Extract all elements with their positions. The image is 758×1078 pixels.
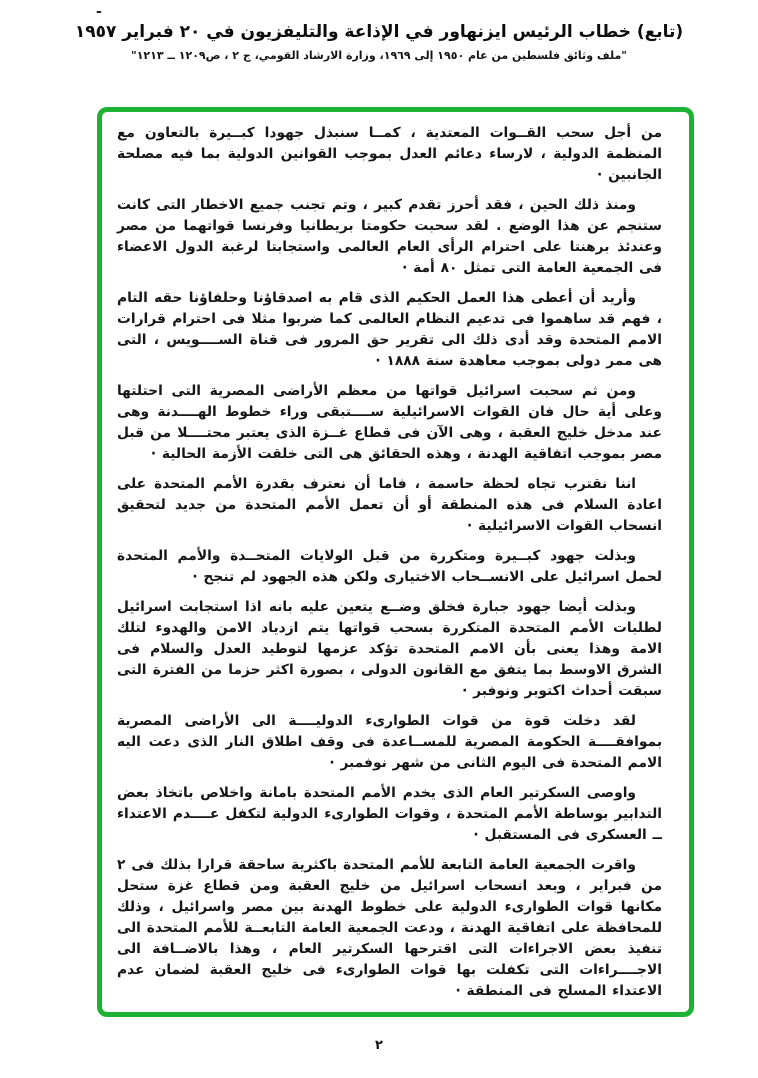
paragraph: اننا نقترب تجاه لحظة حاسمة ، فاما أن نعترف بقدرة الأمم المتحدة على اعادة السلام فى هذه المنطقة أو أن تعمل الأمم المتحدة من جديد لتحقيق انسحاب القوات الاسرائيلية ·: [117, 476, 662, 534]
paragraph: واوصى السكرتير العام الذى يخدم الأمم المتحدة بامانة واخلاص باتخاذ بعض التدابير بوساطة الأمم المتحدة ، وقوات الطوارىء الدولية لتكفل عــــدم الاعتداء ــ العسكرى فى المستقبل ·: [117, 785, 662, 843]
paragraph: ومنذ ذلك الحين ، فقد أحرز تقدم كبير ، وتم تجنب جميع الاخطار التى كانت ستنجم عن هذا الوضع . لقد سحبت حكومتا بريطانيا وفرنسا قواتهما من مصر وعندئذ برهنتا على احترام الرأى العام العالمى واستجابتا لرغبة الدول الاعضاء فى الجمعية العامة التى تمثل ٨٠ أمة ·: [117, 197, 662, 276]
paragraph: ومن ثم سحبت اسرائيل قواتها من معظم الأراضى المصرية التى احتلتها وعلى أية حال فان القوات الاسرائيلية ســــتبقى وراء خطوط الهــــدنة وهى عند مدخل خليج العقبة ، وهى الآن فى قطاع غــزة الذى يعتبر محتــــلا من قبل مصر بموجب اتفاقية الهدنة ، وهذه الحقائق هى التى خلقت الأزمة الحالية ·: [117, 383, 662, 462]
paragraph: وبذلت جهود كبــيرة ومتكررة من قبل الولايات المتحــدة والأمم المتحدة لحمل اسرائيل على الانســحاب الاختيارى ولكن هذه الجهود لم تنجح ·: [117, 548, 662, 585]
paragraph: وبذلت أيضا جهود جبارة فخلق وضــع يتعين عليه بانه اذا استجابت اسرائيل لطلبات الأمم المتحدة المتكررة بسحب قواتها يتم ازدياد الامن والهدوء لتلك الامة وهذا يعنى بأن الامم المتحدة تؤكد عزمها لتوطيد العدل والسلام فى الشرق الاوسط بما يتفق مع القانون الدولى ، بصورة اكثر حزما من الفترة التى سبقت أحداث اكتوبر ونوفبر ·: [117, 599, 662, 699]
document-header: [0, 22, 758, 62]
paragraph: لقد دخلت قوة من قوات الطوارىء الدوليــــة الى الأراضى المصرية بموافقــــة الحكومة المصرية للمســاعدة فى وقف اطلاق النار الذى دعت اليه الامم المتحدة فى اليوم الثانى من شهر نوفمبر ·: [117, 713, 662, 771]
page-number: ٢: [375, 1038, 383, 1053]
scan-corner-mark: -: [96, 4, 102, 20]
paragraph: من أجل سحب القــوات المعتدية ، كمــا سنبذل جهودا كبــيرة بالتعاون مع المنظمة الدولية ، لارساء دعائم العدل بموجب القوانين الدولية بما فيه مصلحة الجانبين ·: [117, 125, 662, 183]
paragraph: وأريد أن أعطى هذا العمل الحكيم الذى قام به اصدقاؤنا وحلفاؤنا حقه التام ، فهم قد ساهموا فى تدعيم النظام العالمى كما ضربوا مثلا فى احترام قرارات الامم المتحدة وقد أدى ذلك الى تقرير حق المرور فى قناة الســــويس ، التى هى ممر دولى بموجب معاهدة سنة ١٨٨٨ ·: [117, 290, 662, 369]
document-body: [102, 112, 689, 1012]
paragraph: واقرت الجمعية العامة التابعة للأمم المتحدة باكثرية ساحقة قرارا بذلك فى ٢ من فبراير ، وبعد انسحاب اسرائيل من خليج العقبة ومن قطاع غزة ستحل مكانها قوات الطوارىء الدولية على خطوط الهدنة بين مصر واسرائيل ، وذلك للمحافظة على اتفاقية الهدنة ، ودعت الجمعية العامة التابعــة للأمم المتحدة الى تنفيذ بعض الاجراءات التى اقترحها السكرتير العام ، وهذا بالاضــافة الى الاجــــراءات التى تكفلت بها قوات الطوارىء فى خليج العقبة لضمان عدم الاعتداء المسلح فى المنطقة ·: [117, 857, 662, 999]
document-frame: [97, 107, 694, 1017]
source-citation: "ملف وثائق فلسطين من عام ١٩٥٠ إلى ١٩٦٩، وزارة الارشاد القومي، ج ٢ ، ص١٢٠٩ ــ ١٢١٣": [130, 49, 627, 62]
page-title: (تابع) خطاب الرئيس ايزنهاور في الإذاعة والتليفزيون في ٢٠ فبراير ١٩٥٧: [74, 22, 684, 42]
